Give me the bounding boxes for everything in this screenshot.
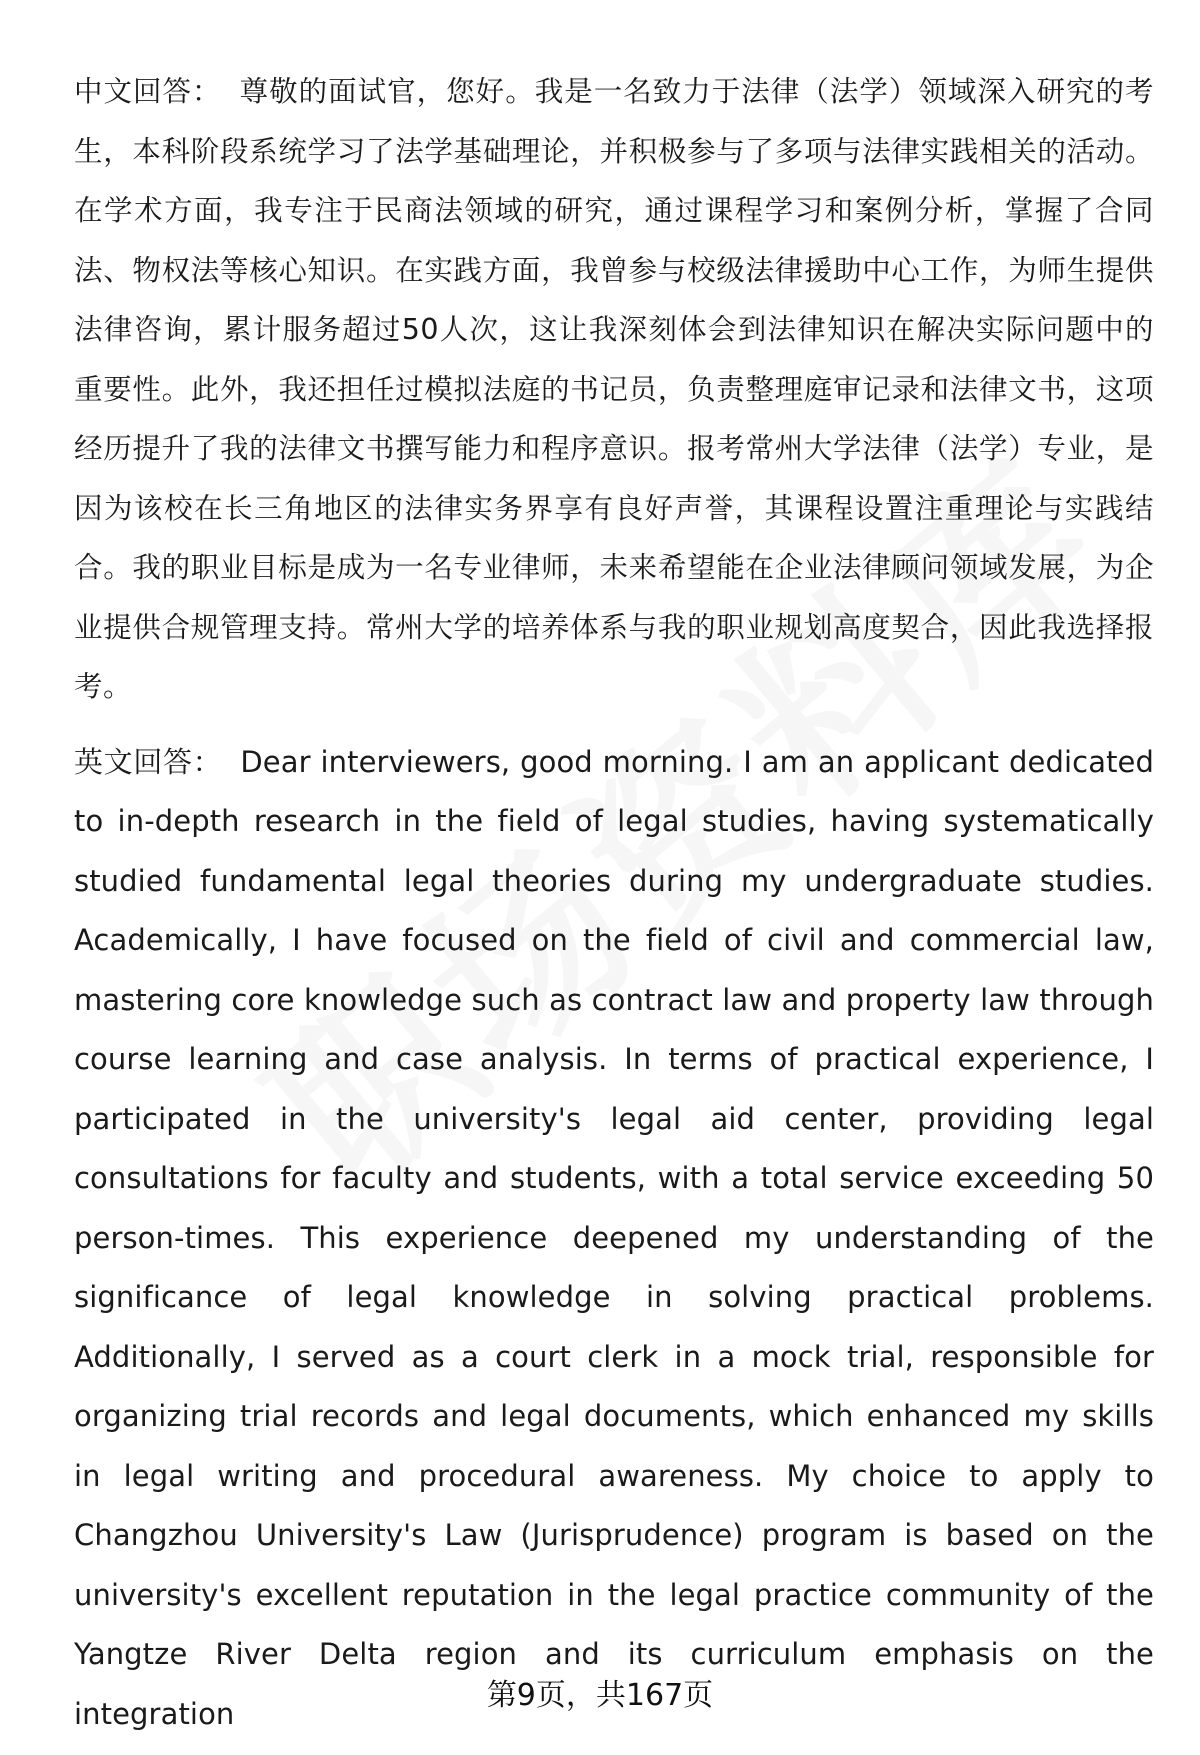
chinese-answer-label: 中文回答： [74, 75, 222, 108]
english-answer-paragraph [74, 733, 1154, 1745]
english-answer-text: Dear interviewers, good morning. I am an applicant dedicated to in-depth research in the field of legal studies, having systematically studied fundamental legal theories during my undergraduate studies. Academically, I have focused on the field of civil and commercial law, mastering core knowledge such as contract law and property law through course learning and case analysis. In terms of practical experience, I participated in the university's legal aid center, providing legal consultations for faculty and students, with a total service exceeding 50 person-times. This experience deepened my understanding of the significance of legal knowledge in solving practical problems. Additionally, I served as a court clerk in a mock trial, responsible for organizing trial records and legal documents, which enhanced my skills in legal writing and procedural awareness. My choice to apply to Changzhou University's Law (Jurisprudence) program is based on the university's excellent reputation in the legal practice community of the Yangtze River Delta region and its curriculum emphasis on the integration [74, 744, 1154, 1731]
document-body [74, 62, 1154, 1744]
chinese-answer-text: 尊敬的面试官，您好。我是一名致力于法律（法学）领域深入研究的考生，本科阶段系统学习了法学基础理论，并积极参与了多项与法律实践相关的活动。在学术方面，我专注于民商法领域的研究，通过课程学习和案例分析，掌握了合同法、物权法等核心知识。在实践方面，我曾参与校级法律援助中心工作，为师生提供法律咨询，累计服务超过50人次，这让我深刻体会到法律知识在解决实际问题中的重要性。此外，我还担任过模拟法庭的书记员，负责整理庭审记录和法律文书，这项经历提升了我的法律文书撰写能力和程序意识。报考常州大学法律（法学）专业，是因为该校在长三角地区的法律实务界享有良好声誉，其课程设置注重理论与实践结合。我的职业目标是成为一名专业律师，未来希望能在企业法律顾问领域发展，为企业提供合规管理支持。常州大学的培养体系与我的职业规划高度契合，因此我选择报考。 [74, 75, 1154, 703]
page-indicator: 第9页，共167页 [486, 1678, 714, 1713]
chinese-answer-paragraph [74, 62, 1154, 717]
english-answer-label: 英文回答： [74, 744, 223, 779]
